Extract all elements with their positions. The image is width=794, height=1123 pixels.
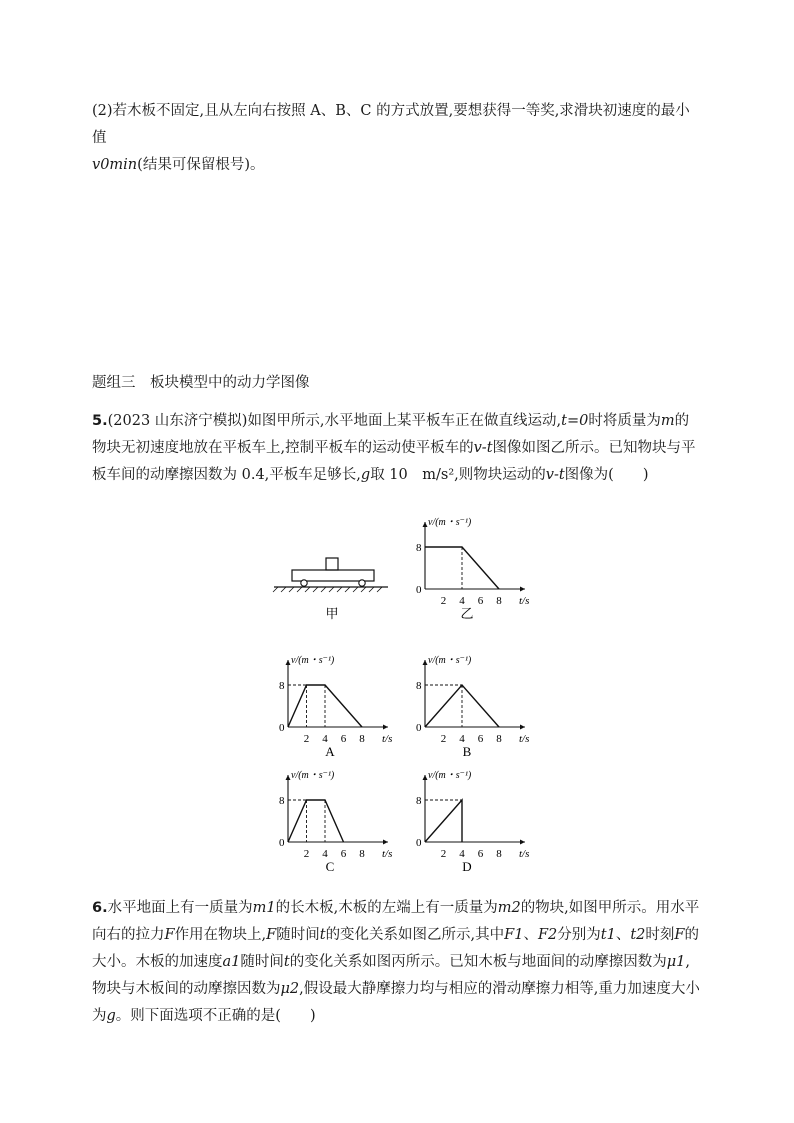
q5-text: 取 10 m/s²,则物块运动的 <box>370 467 546 483</box>
caption-jia: 甲 <box>325 606 339 621</box>
q5-text: 如图甲所示,水平地面上某平板车正在做直线运动, <box>247 413 562 429</box>
x-axis-arrow <box>520 840 525 845</box>
y-tick-label-8: 8 <box>416 542 422 554</box>
x-axis-label: t/s <box>519 595 530 607</box>
caption-A: A <box>325 744 335 759</box>
x-axis-label: t/s <box>382 848 393 860</box>
x-tick-label-2: 2 <box>303 848 310 860</box>
q5-text: 的物块无初速度地放在平板车上,控制平板车的运动使平板车的 <box>92 413 690 456</box>
x-tick-label-8: 8 <box>359 733 365 745</box>
y-axis-label: v/(m・s⁻¹) <box>428 655 472 666</box>
cart-figure <box>268 550 388 625</box>
q6-var: F <box>266 927 277 943</box>
question-6 <box>92 895 702 1030</box>
graph-yi <box>402 510 537 622</box>
q6-text: ,假设最大静摩擦力均与相应的滑动摩擦力相等,重力加速度大小为 <box>92 981 700 1024</box>
origin-label: 0 <box>416 722 422 734</box>
origin-label: 0 <box>279 837 285 849</box>
q6-text: 。则下面选项不正确的是( ) <box>115 1008 316 1024</box>
question-2-part <box>92 98 702 179</box>
x-tick-label-6: 6 <box>340 733 347 745</box>
q6-var: F <box>164 927 175 943</box>
graph-option-d <box>402 763 537 875</box>
x-tick-label-8: 8 <box>496 733 502 745</box>
x-axis-label: t/s <box>519 733 530 745</box>
q2-text: (2)若木板不固定,且从左向右按照 A、B、C 的方式放置,要想获得一等奖,求滑块初速度的最小值 <box>92 103 690 146</box>
q2-text-b: (结果可保留根号)。 <box>137 157 265 173</box>
q6-number: 6. <box>92 900 108 916</box>
x-tick-label-8: 8 <box>496 595 502 607</box>
q5-text: 图像如图乙所示。已知物块与平板车间的动摩擦因数为 0.4,平板车足够长, <box>92 440 696 483</box>
x-tick-label-2: 2 <box>440 733 447 745</box>
y-axis-arrow <box>286 775 291 780</box>
q6-var: a1 <box>222 954 241 970</box>
x-tick-label-2: 2 <box>303 733 310 745</box>
x-axis-label: t/s <box>519 848 530 860</box>
q6-text: 作用在物块上, <box>174 927 267 943</box>
q6-text: 的大小。木板的加速度 <box>92 927 699 970</box>
q6-var: μ1 <box>666 954 686 970</box>
q5-text: 图像为( ) <box>564 467 649 483</box>
q6-text: 随时间 <box>240 954 284 970</box>
x-axis-label: t/s <box>382 733 393 745</box>
x-tick-label-2: 2 <box>440 595 447 607</box>
q6-var: m2 <box>497 900 521 916</box>
caption-D: D <box>462 859 472 874</box>
q6-text: 的变化关系如图丙所示。已知木板与地面间的动摩擦因数为 <box>289 954 667 970</box>
x-tick-label-6: 6 <box>340 848 347 860</box>
graph-option-c <box>265 763 400 875</box>
q5-text: 时将质量为 <box>588 413 661 429</box>
q5-var: v-t <box>545 467 565 483</box>
caption-C: C <box>325 859 335 874</box>
q6-var: μ2 <box>280 981 300 997</box>
x-axis-arrow <box>383 725 388 730</box>
q6-text: 水平地面上有一质量为 <box>107 900 253 916</box>
data-line-D <box>425 800 462 842</box>
q5-var: t=0 <box>561 413 589 429</box>
caption-B: B <box>462 744 472 759</box>
q5-source: (2023 山东济宁模拟) <box>107 413 248 429</box>
y-axis-label: v/(m・s⁻¹) <box>428 770 472 781</box>
q6-var: m1 <box>252 900 276 916</box>
q6-var: F <box>674 927 685 943</box>
q6-text: 的长木板,木板的左端上有一质量为 <box>275 900 498 916</box>
x-tick-label-6: 6 <box>477 848 484 860</box>
q6-var: t <box>319 927 326 943</box>
q5-var: v-t <box>473 440 493 456</box>
x-tick-label-4: 4 <box>322 733 328 745</box>
data-line-C <box>288 800 344 842</box>
origin-label: 0 <box>279 722 285 734</box>
origin-label: 0 <box>416 584 422 596</box>
origin-label: 0 <box>416 837 422 849</box>
x-axis-arrow <box>520 587 525 592</box>
section-heading: 题组三 板块模型中的动力学图像 <box>92 375 310 391</box>
y-tick-label-8: 8 <box>416 795 422 807</box>
q6-text: 时刻 <box>645 927 675 943</box>
question-5 <box>92 408 702 489</box>
q2-var-v0min: v0min <box>92 157 138 173</box>
ground-hatching <box>273 587 382 592</box>
q6-text: 分别为 <box>557 927 601 943</box>
q6-text: 、 <box>523 927 538 943</box>
x-axis-arrow <box>383 840 388 845</box>
q5-var: g <box>360 467 371 483</box>
cart-wheel <box>301 580 307 586</box>
y-axis-arrow <box>423 775 428 780</box>
x-tick-label-8: 8 <box>359 848 365 860</box>
y-axis-arrow <box>423 522 428 527</box>
caption-乙: 乙 <box>460 606 474 621</box>
q5-number: 5. <box>92 413 108 429</box>
y-axis-label: v/(m・s⁻¹) <box>428 517 472 528</box>
cart-wheel <box>359 580 365 586</box>
y-tick-label-8: 8 <box>279 680 285 692</box>
q6-text: 的变化关系如图乙所示,其中 <box>325 927 505 943</box>
q6-var: g <box>106 1008 116 1024</box>
x-tick-label-8: 8 <box>496 848 502 860</box>
x-tick-label-2: 2 <box>440 848 447 860</box>
q6-text: ,物块与木板间的动摩擦因数为 <box>92 954 690 997</box>
graph-option-a <box>265 648 400 760</box>
y-axis-label: v/(m・s⁻¹) <box>291 770 335 781</box>
block-on-cart <box>326 558 338 570</box>
q6-text: 、 <box>615 927 631 943</box>
y-tick-label-8: 8 <box>416 680 422 692</box>
x-tick-label-4: 4 <box>322 848 328 860</box>
q6-text: 的物块,如图甲所示。用水平向右的拉力 <box>92 900 700 943</box>
graph-option-b <box>402 648 537 760</box>
x-tick-label-4: 4 <box>459 595 465 607</box>
q6-text: 随时间 <box>276 927 320 943</box>
y-axis-label: v/(m・s⁻¹) <box>291 655 335 666</box>
q5-var: m <box>660 413 675 429</box>
x-axis-arrow <box>520 725 525 730</box>
q6-var: t1 <box>600 927 616 943</box>
y-tick-label-8: 8 <box>279 795 285 807</box>
q6-var: F2 <box>537 927 558 943</box>
y-axis-arrow <box>286 660 291 665</box>
x-tick-label-4: 4 <box>459 848 465 860</box>
x-tick-label-4: 4 <box>459 733 465 745</box>
x-tick-label-6: 6 <box>477 733 484 745</box>
q6-var: t <box>283 954 290 970</box>
q6-var: F1 <box>504 927 524 943</box>
x-tick-label-6: 6 <box>477 595 484 607</box>
y-axis-arrow <box>423 660 428 665</box>
q6-var: t2 <box>630 927 646 943</box>
